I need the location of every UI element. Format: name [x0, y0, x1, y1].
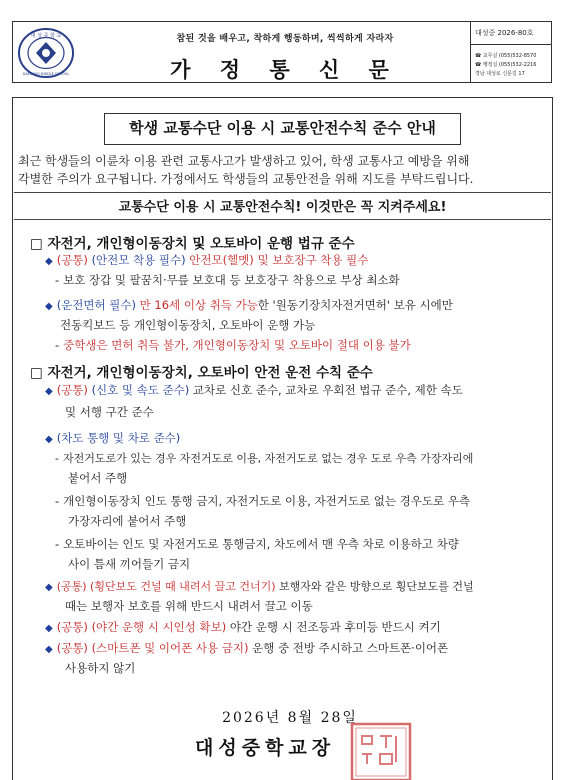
issue-date: 2026년 8월 28일	[222, 710, 358, 726]
s1-license-continued: 전동킥보드 등 개인형이동장치, 오토바이 운행 가능	[60, 318, 316, 332]
emblem-subtext: DAESUNG MIDDLE SCHOOL	[22, 72, 70, 76]
s2-sub-pm-cont: 가장자리에 붙어서 주행	[68, 514, 187, 528]
intro-text	[18, 152, 548, 188]
diamond-bullet-icon: ◆	[45, 386, 53, 397]
document-number: 대성중 2026-80호	[475, 29, 534, 37]
page-title: 가 정 통 신 문	[170, 57, 400, 82]
s2-bullet-roadway: ◆ (차도 통행 및 차로 준수)	[45, 431, 181, 445]
diamond-bullet-icon: ◆	[45, 644, 53, 655]
s2-smartphone-continued: 사용하지 않기	[65, 661, 136, 675]
principal-signature: 대성중학교장	[195, 737, 336, 759]
s2-sub-bicycle-cont: 붙어서 주행	[68, 471, 128, 485]
s2-crosswalk-continued: 때는 보행자 보호를 위해 반드시 내려서 끌고 이동	[65, 599, 313, 613]
diamond-bullet-icon: ◆	[45, 256, 53, 267]
s2-signal-continued: 및 서행 구간 준수	[65, 405, 154, 419]
section-2-title: □ 자전거, 개인형이동장치, 오토바이 안전 운전 수칙 준수	[30, 365, 373, 381]
meta-phone-office: ☎ 교무실 (055)532-8570	[475, 53, 537, 59]
s2-bullet-crosswalk: ◆ (공통) (횡단보도 건널 때 내려서 끌고 건너기) 보행자와 같은 방향으로 횡단보도를 건널	[45, 580, 474, 593]
callout-title: 교통수단 이용 시 교통안전수칙! 이것만은 꼭 지켜주세요!	[118, 200, 447, 215]
official-seal-icon	[344, 722, 414, 780]
headline: 학생 교통수단 이용 시 교통안전수칙 준수 안내	[104, 113, 461, 145]
s2-bullet-smartphone: ◆ (공통) (스마트폰 및 이어폰 사용 금지) 운행 중 전방 주시하고 스마트폰·이어폰	[45, 641, 449, 655]
s2-sub-pm: - 개인형이동장치 인도 통행 금지, 자전거도로 이용, 자전거도로 없는 경우도로 우측	[55, 494, 470, 508]
diamond-bullet-icon: ◆	[45, 623, 53, 634]
s2-sub-motorcycle: - 오토바이는 인도 및 자전거도로 통행금지, 차도에서 맨 우측 차로 이용하고 차량	[55, 537, 459, 551]
s2-sub-motorcycle-cont: 사이 틈새 끼어들기 금지	[68, 557, 191, 571]
divider-top	[14, 192, 551, 193]
s2-bullet-night: ◆ (공통) (야간 운행 시 시인성 확보) 야간 운행 시 전조등과 후미등 반드시 켜기	[45, 620, 441, 634]
school-motto: 참된 것을 배우고, 착하게 행동하며, 씩씩하게 자라자	[176, 34, 394, 44]
intro-line-1: 최근 학생들의 이륜차 이용 관련 교통사고가 발생하고 있어, 학생 교통사고 예방을 위해	[18, 154, 470, 168]
meta-address: 경남 대성로 신문길 17	[475, 71, 525, 77]
s1-bullet-helmet: ◆ (공통) (안전모 착용 필수) 안전모(헬멧) 및 보호장구 착용 필수	[45, 253, 369, 267]
s2-bullet-signal: ◆ (공통) (신호 및 속도 준수) 교차로 신호 준수, 교차로 우회전 법규 준수, 제한 속도	[45, 383, 463, 397]
s1-sub-protective-gear: - 보호 장갑 및 팔꿈치·무릎 보호대 등 보호장구 착용으로 부상 최소화	[55, 273, 400, 287]
meta-phone-admin: ☎ 행정실 (055)532-2216	[475, 62, 537, 68]
emblem-text: 대 성 중 학 교	[30, 33, 62, 39]
diamond-bullet-icon: ◆	[45, 434, 53, 445]
diamond-bullet-icon: ◆	[45, 582, 53, 593]
diamond-bullet-icon: ◆	[45, 301, 53, 312]
s2-sub-bicycle: - 자전거도로가 있는 경우 자전거도로 이용, 자전거도로 없는 경우 도로 우측 가장자리에	[55, 452, 474, 465]
school-emblem-icon	[17, 27, 75, 79]
divider-bottom	[14, 219, 551, 220]
intro-line-2: 각별한 주의가 요구됩니다. 가정에서도 학생들의 교통안전을 위해 지도를 부탁드립니다.	[18, 172, 474, 186]
s1-bullet-license: ◆ (운전면허 필수) 만 16세 이상 취득 가능한 '원동기장치자전거면허' 보유 시에만	[45, 298, 453, 312]
meta-divider	[470, 44, 552, 45]
section-1-title: □ 자전거, 개인형이동장치 및 오토바이 운행 법규 준수	[30, 236, 355, 252]
s1-sub-student-ban: - 중학생은 면허 취득 불가, 개인형이동장치 및 오토바이 절대 이용 불가	[55, 338, 411, 352]
